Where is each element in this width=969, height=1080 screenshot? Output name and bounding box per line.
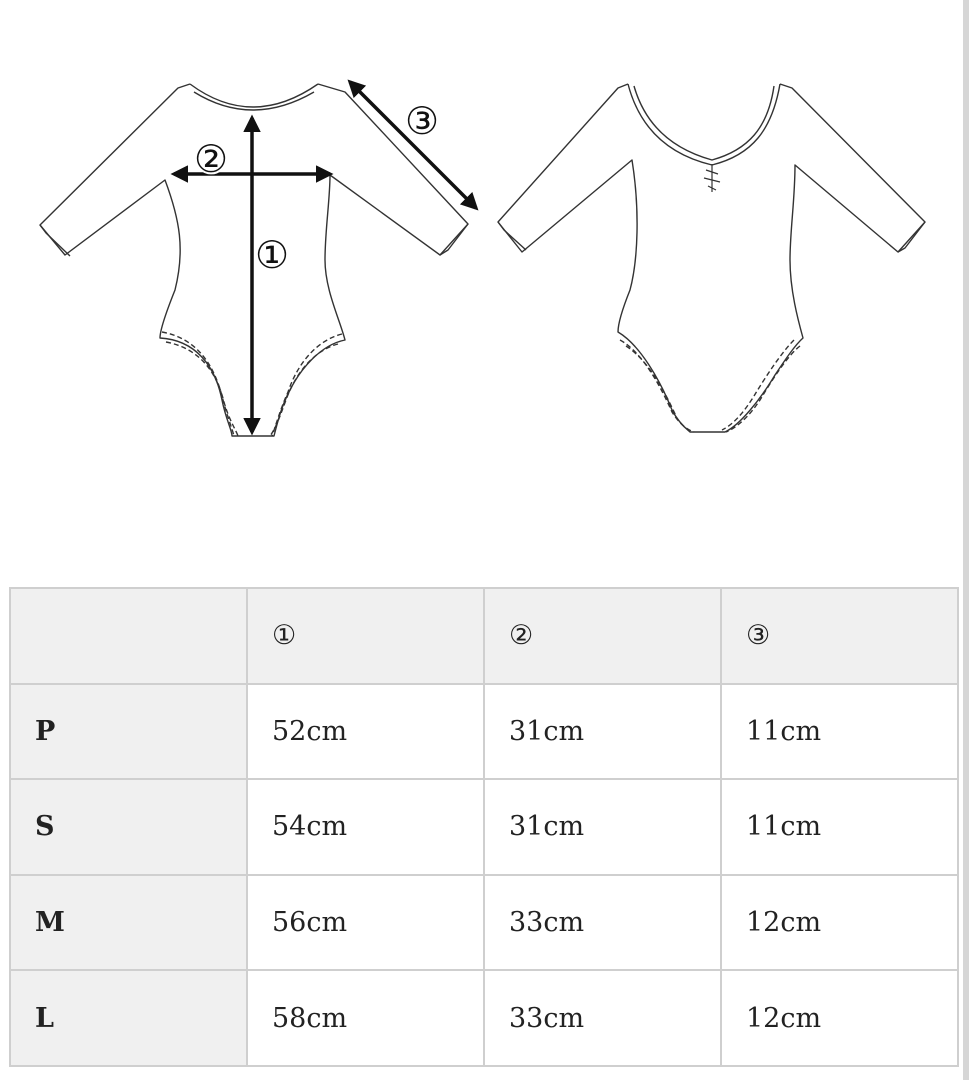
size-label: L [10,970,247,1066]
table-cell: 31cm [484,684,721,780]
size-label: S [10,779,247,875]
table-row [10,684,958,780]
table-cell: 33cm [484,970,721,1066]
marker-3: ③ [405,99,440,143]
table-cell: 33cm [484,875,721,971]
table-cell: 31cm [484,779,721,875]
table-cell: 12cm [721,970,958,1066]
table-header-row [10,588,958,684]
table-cell: 52cm [247,684,484,780]
size-chart-table [9,587,959,1067]
marker-2: ② [194,137,229,181]
table-cell: 56cm [247,875,484,971]
header-cell-3: ③ [721,588,958,684]
table-row [10,875,958,971]
table-row [10,779,958,875]
page-edge [963,0,969,1080]
table-row [10,970,958,1066]
header-cell-empty [10,588,247,684]
leotard-back [498,84,925,432]
header-cell-2: ② [484,588,721,684]
table-cell: 58cm [247,970,484,1066]
table-cell: 11cm [721,779,958,875]
table-cell: 54cm [247,779,484,875]
marker-1: ① [255,233,290,277]
garment-diagram [0,0,960,520]
size-label: P [10,684,247,780]
header-cell-1: ① [247,588,484,684]
table-cell: 12cm [721,875,958,971]
size-label: M [10,875,247,971]
table-cell: 11cm [721,684,958,780]
